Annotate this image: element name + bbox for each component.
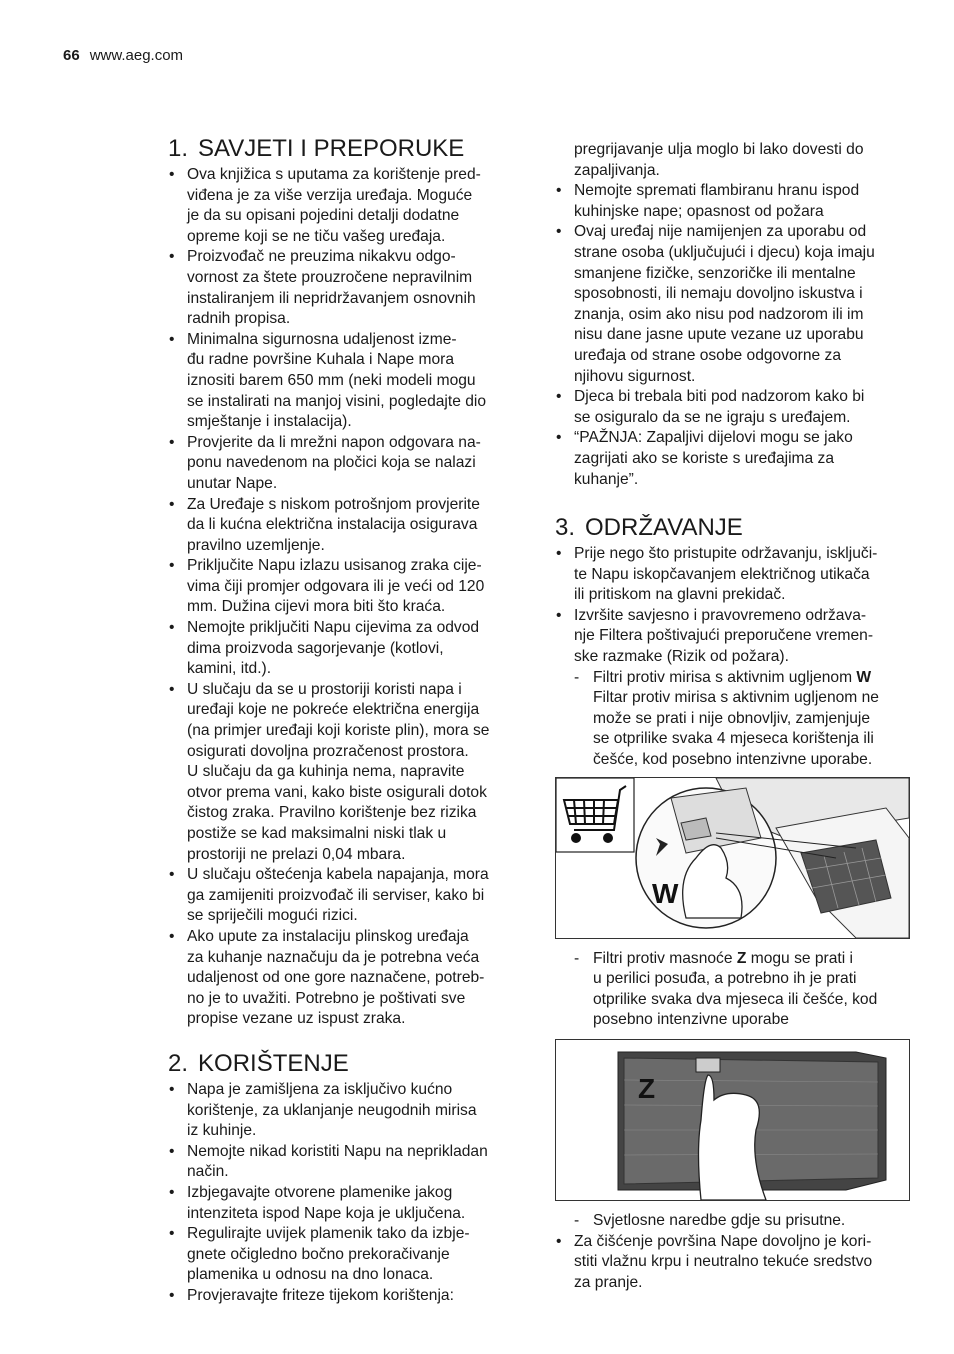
list-item [168,330,523,433]
text-line: • Djeca bi trebala biti pod nadzorom kako bi [574,388,865,406]
text-line: se osiguralo da se ne igraju s uređajem. [574,408,851,426]
filter-z-subitem [555,949,910,1031]
right-column [555,140,910,1293]
list-item [555,387,910,428]
text-line: gnete očigledno bočno prekoračivanje [187,1245,450,1263]
text-line: • “PAŽNJA: Zapaljivi dijelovi mogu se jako [574,429,853,447]
text-line: • Za Uređaje s niskom potrošnjom provjerite [187,495,480,513]
text-line: postiže se kad maksimalni niski tlak u [187,825,447,842]
text-line: U slučaju da ga kuhinja nema, napravite [187,763,465,781]
figure-z-label: Z [638,1073,656,1104]
text-line: češće, kod posebno intenzivne uporabe. [593,751,873,769]
text-line: način. [187,1163,229,1181]
text-line: uređaja od strane osobe odgovorne za [574,346,842,364]
list-item [168,618,523,680]
text-line: sposobnosti, ili nemaju dovoljno iskustva i [574,285,863,303]
text-line: za pranje. [574,1273,643,1291]
list-item [555,606,910,668]
text-line: u perilici posuđa, a potrebno ih je prati [593,970,857,988]
grease-filter-illustration [556,1040,909,1200]
text-line: stiti vlažnu krpu i neutralno tekuće sredstvo [574,1253,873,1271]
text-line: smještanje i instalacija). [187,413,352,431]
text-line: • Ova knjižica s uputama za korištenje pred- [187,166,481,183]
section-3-title: 3. ODRŽAVANJE [555,514,743,542]
text-line: ske razmake (Rizik od požara). [574,648,789,666]
text-line: vima čiji promjer odgovara ili je veći od 120 [187,577,485,595]
charcoal-filter-figure [555,777,910,939]
page-number: 66 [63,47,80,64]
text-line: uređaji koje ne pokreće električna energija [187,701,480,719]
text-line: nje Filtera poštivajući preporučene vremen- [574,627,874,645]
text-line: prostoriji ne prelazi 0,04 mbara. [187,845,406,863]
text-line: može se prati i nije obnovljiv, zamjenjuje [593,709,871,727]
text-line: čistog zraka. Pravilno korištenje bez rizika [187,804,477,822]
text-line: se instalirati na manjoj visini, pogledajte dio [187,392,487,410]
text-line: • Nemojte nikad koristiti Napu na neprikladan [187,1142,488,1160]
text-line: strane osoba (uključujući i djecu) koja imaju [574,243,875,261]
text-line: radnih propisa. [187,310,291,328]
text-line: njihovu sigurnost. [574,367,696,385]
text-line: intenziteta ispod Nape koja je uključena. [187,1204,466,1222]
text-line: • Izvršite savjesno i pravovremeno održava- [574,606,867,624]
text-line: opreme koji se ne tiču vašeg uređaja. [187,227,446,245]
list-item: - Filtri protiv mirisa s aktivnim ugljenom W Filtar protiv mirisa s aktivnim ugljenom ne može se prati i nije obnovljiv, zamjenjuje se otprilike svaka 4 mjeseca korištenja ili češće, kod posebno intenzivne uporabe. [555,668,910,771]
list-item [555,544,910,606]
grease-filter-figure [555,1039,910,1201]
text-line: da li kućna električna instalacija osigurava [187,516,478,534]
list-item [555,181,910,222]
text-line: • Regulirajte uvijek plamenik tako da izbje- [187,1225,470,1243]
list-item [168,1080,523,1142]
list-item [168,556,523,618]
text-line: • U slučaju oštećenja kabela napajanja, mora [187,866,489,884]
section-2-list [168,1080,523,1307]
text-line: je da su opisani pojedini detalji dodatne [187,207,460,225]
section-2-title: 2. KORIŠTENJE [168,1049,349,1077]
light-controls-subitem [555,1211,910,1232]
list-item: - Svjetlosne naredbe gdje su prisutne. [555,1211,910,1232]
text-line: no je to uvažiti. Potrebno je poštivati sve [187,989,466,1007]
text-line: propise vezane uz ispust zraka. [187,1010,406,1028]
text-line: • Provjeravajte friteze tijekom korištenja: [187,1286,454,1304]
text-line: • Ako upute za instalaciju plinskog uređaja [187,927,469,945]
list-item: - Filtri protiv masnoće Z mogu se prati i u perilici posuđa, a potrebno ih je prati otprilike svaka dva mjeseca ili češće, kod posebno intenzivne uporabe [555,949,910,1031]
text-line: dima proizvoda sagorjevanje (kotlovi, [187,639,444,657]
page-header [63,47,183,64]
list-item [555,222,910,387]
list-item [555,140,910,181]
section-3-list [555,544,910,668]
text-line: mm. Dužina cijevi mora biti što kraća. [187,598,446,616]
filter-w-subitem [555,668,910,771]
text-line: znanja, osim ako nisu pod nadzorom ili im [574,305,864,323]
website-url: www.aeg.com [89,47,184,64]
text-line: • Prije nego što pristupite održavanju, isključi- [574,545,878,563]
text-line: instaliranjem ili nepridržavanjem osnovnih [187,289,476,307]
list-item [168,1142,523,1183]
text-line: • Proizvođač ne preuzima nikakvu odgo- [187,248,456,266]
text-line: • Nemojte spremati flambiranu hranu ispod [574,182,860,200]
section-1-list [168,165,523,1030]
text-line: se otprilike svaka 4 mjeseca korištenja ili [593,730,874,748]
text-line: unutar Nape. [187,474,278,492]
text-line: te Napu iskopčavanjem električnog utikača [574,565,870,583]
text-line: smanjene fizičke, senzoričke ili mentalne [574,264,856,282]
text-line: pravilno uzemljenje. [187,536,325,554]
cleaning-item [555,1232,910,1294]
text-line: iznositi barem 650 mm (neki modeli mogu [187,371,476,389]
text-line: • Ovaj uređaj nije namijenjen za uporabu od [574,223,867,241]
text-line: ga zamijeniti proizvođač ili serviser, kako bi [187,886,485,904]
list-item [168,433,523,495]
text-line: viđena je za više verzija uređaja. Moguće [187,186,473,204]
text-line: • Izbjegavajte otvorene plamenike jakog [187,1183,453,1201]
section-2-continued [555,140,910,181]
list-item [168,247,523,329]
text-line: zapaljivanja. [574,161,660,179]
text-line: pregrijavanje ulja moglo bi lako dovesti do [574,141,864,158]
text-line: • Za čišćenje površina Nape dovoljno je kori- [574,1232,872,1250]
text-line: plamenika u odnosu na dno lonaca. [187,1266,434,1284]
text-line: ili pritiskom na glavni prekidač. [574,586,786,604]
text-line: • U slučaju da se u prostoriji koristi napa i [187,680,462,698]
list-item [555,1232,910,1294]
text-line: (na primjer uređaji koji koriste plin), mora se [187,722,490,740]
list-item [168,927,523,1030]
list-item [168,495,523,557]
text-line: đu radne površine Kuhala i Nape mora [187,351,454,369]
charcoal-filter-illustration [556,778,909,938]
text-line: vornost za štete prouzročene nepravilnim [187,268,473,286]
text-line: kuhinjske nape; opasnost od požara [574,202,824,220]
figure-w-label: W [652,877,679,909]
list-item [168,165,523,247]
text-line: • Minimalna sigurnosna udaljenost izme- [187,330,457,348]
text-line: udaljenost od one gore naznačene, potreb- [187,969,485,987]
text-line: otprilike svaka dva mjeseca ili češće, kod [593,990,878,1008]
text-line: kamini, itd.). [187,660,272,678]
text-line: otvor prema vani, kako biste osigurali dotok [187,783,487,801]
text-line: zagrijati ako se koriste s uređajima za [574,449,835,467]
text-line: • Nemojte priključiti Napu cijevima za odvod [187,619,480,637]
list-item [168,865,523,927]
text-line: ponu navedenom na pločici koja se nalazi [187,454,476,472]
text-line: korištenje, za uklanjanje neugodnih mirisa [187,1101,477,1119]
text-line: • Provjerite da li mrežni napon odgovara na- [187,433,481,451]
left-column [168,135,523,1306]
text-line: • Napa je zamišljena za isključivo kućno [187,1080,453,1098]
text-line: se spriječili mogući rizici. [187,907,358,925]
section-1-title: 1. SAVJETI I PREPORUKE [168,135,465,162]
text-line: nisu dane jasne upute vezane uz uporabu [574,326,864,344]
text-line: • Priključite Napu izlazu usisanog zraka cije- [187,557,482,575]
list-item [168,680,523,865]
text-line: osigurati dovoljna prozračenost prostora. [187,742,469,760]
section-2-list-right [555,181,910,490]
list-item [555,428,910,490]
list-item [168,1224,523,1286]
text-line: za kuhanje naznačuju da je potrebna veća [187,948,480,966]
list-item [168,1183,523,1224]
list-item [168,1286,523,1307]
text-line: iz kuhinje. [187,1122,257,1140]
text-line: Filtar protiv mirisa s aktivnim ugljenom ne [593,689,879,707]
text-line: posebno intenzivne uporabe [593,1011,789,1029]
text-line: kuhanje”. [574,470,639,488]
